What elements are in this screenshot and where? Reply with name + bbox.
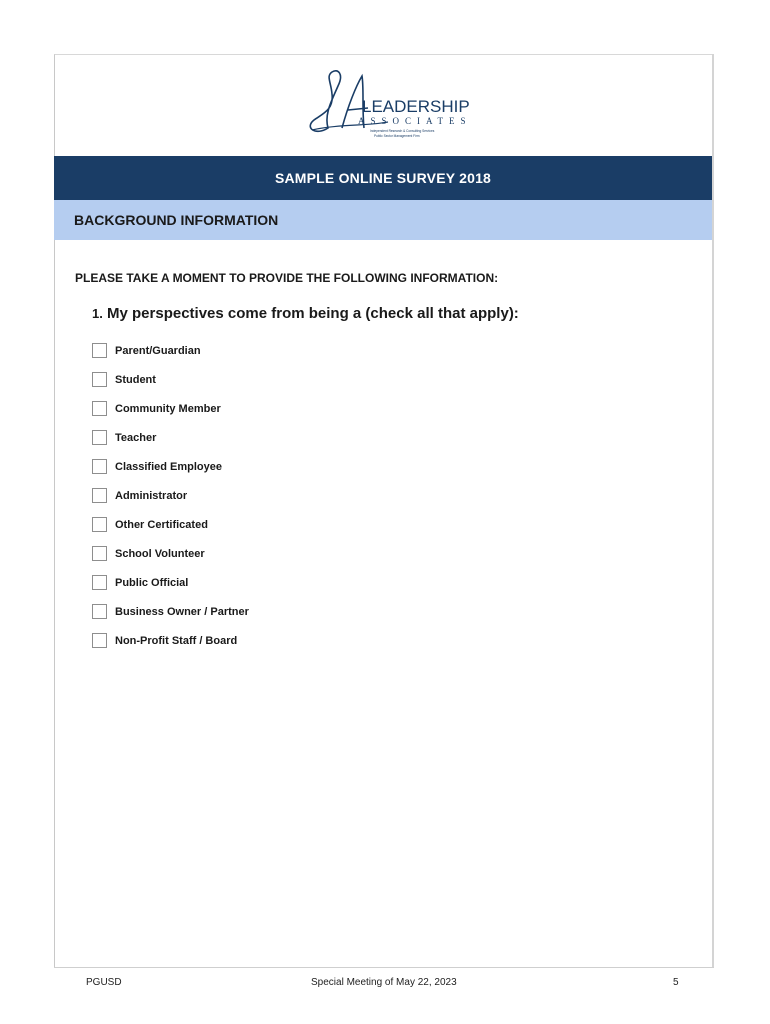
instruction-text: PLEASE TAKE A MOMENT TO PROVIDE THE FOLLOWING INFORMATION: bbox=[75, 271, 499, 285]
option-other-certificated[interactable] bbox=[92, 510, 249, 539]
options-list bbox=[92, 336, 249, 655]
option-label: Public Official bbox=[115, 576, 189, 589]
page-right-edge bbox=[712, 54, 714, 968]
logo-sub: ASSOCIATES bbox=[358, 116, 472, 126]
option-label: Classified Employee bbox=[115, 460, 222, 473]
footer-page-number: 5 bbox=[673, 977, 679, 988]
option-label: Administrator bbox=[115, 489, 188, 502]
logo-tagline-2: Public Sector Management Firm bbox=[374, 134, 420, 138]
checkbox[interactable] bbox=[92, 459, 107, 474]
checkbox[interactable] bbox=[92, 372, 107, 387]
question-1 bbox=[92, 305, 519, 322]
option-public-official[interactable] bbox=[92, 568, 249, 597]
question-number: 1. bbox=[92, 306, 103, 321]
logo-name: LEADERSHIP bbox=[362, 97, 470, 116]
option-label: Teacher bbox=[115, 431, 157, 444]
footer-district: PGUSD bbox=[86, 977, 122, 988]
page-bottom-rule bbox=[54, 967, 714, 968]
option-label: Parent/Guardian bbox=[115, 344, 201, 357]
option-label: Student bbox=[115, 373, 156, 386]
option-label: Community Member bbox=[115, 402, 221, 415]
checkbox[interactable] bbox=[92, 488, 107, 503]
leadership-associates-logo bbox=[298, 66, 478, 146]
option-label: Business Owner / Partner bbox=[115, 605, 249, 618]
option-teacher[interactable] bbox=[92, 423, 249, 452]
option-label: School Volunteer bbox=[115, 547, 205, 560]
checkbox[interactable] bbox=[92, 604, 107, 619]
survey-title: SAMPLE ONLINE SURVEY 2018 bbox=[274, 170, 492, 186]
question-text: My perspectives come from being a (check all that apply): bbox=[107, 305, 519, 322]
checkbox[interactable] bbox=[92, 430, 107, 445]
section-title: BACKGROUND INFORMATION bbox=[74, 212, 279, 228]
option-administrator[interactable] bbox=[92, 481, 249, 510]
option-student[interactable] bbox=[92, 365, 249, 394]
option-label: Non-Profit Staff / Board bbox=[115, 634, 238, 647]
checkbox[interactable] bbox=[92, 343, 107, 358]
option-classified-employee[interactable] bbox=[92, 452, 249, 481]
option-community-member[interactable] bbox=[92, 394, 249, 423]
option-business-owner-partner[interactable] bbox=[92, 597, 249, 626]
checkbox[interactable] bbox=[92, 401, 107, 416]
option-school-volunteer[interactable] bbox=[92, 539, 249, 568]
option-label: Other Certificated bbox=[115, 518, 208, 531]
checkbox[interactable] bbox=[92, 633, 107, 648]
checkbox[interactable] bbox=[92, 546, 107, 561]
section-header bbox=[54, 200, 712, 240]
footer-meeting: Special Meeting of May 22, 2023 bbox=[311, 977, 457, 988]
checkbox[interactable] bbox=[92, 575, 107, 590]
checkbox[interactable] bbox=[92, 517, 107, 532]
option-non-profit-staff-board[interactable] bbox=[92, 626, 249, 655]
logo-tagline-1: Independent Research & Consulting Services bbox=[370, 129, 435, 133]
option-parent-guardian[interactable] bbox=[92, 336, 249, 365]
survey-title-banner bbox=[54, 156, 712, 200]
